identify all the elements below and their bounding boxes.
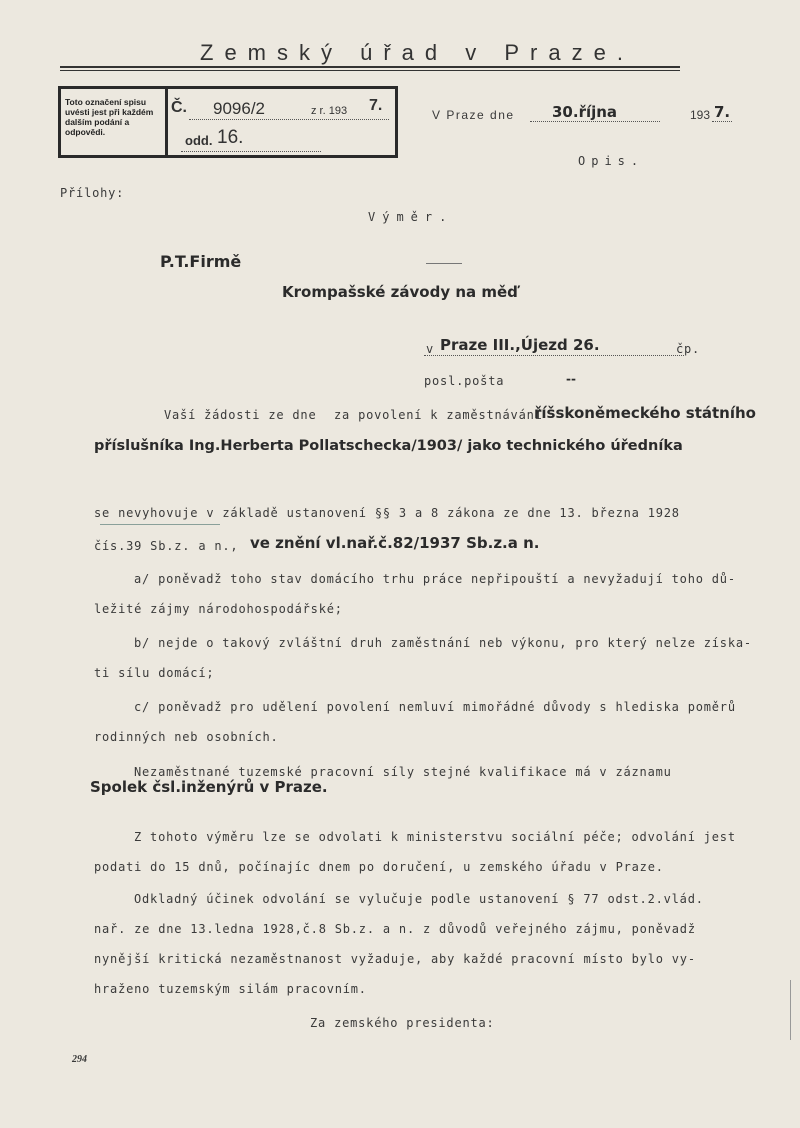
dept-line bbox=[181, 151, 321, 152]
reason-c-line-2: rodinných neb osobních. bbox=[94, 730, 279, 744]
effect-line-2: nař. ze dne 13.ledna 1928,č.8 Sb.z. a n. z důvodů veřejného zájmu, poněvadž bbox=[94, 922, 696, 936]
effect-line-4: hraženo tuzemským silám pracovním. bbox=[94, 982, 367, 996]
reason-b-line-1: b/ nejde o takový zvláštní druh zaměstnání neb výkonu, pro který nelze získa- bbox=[134, 636, 752, 650]
dept-label: odd. bbox=[185, 133, 213, 148]
recipient-city-prefix: v bbox=[426, 342, 435, 356]
reason-b-line-2: ti sílu domácí; bbox=[94, 666, 215, 680]
attachments-label: Přílohy: bbox=[60, 186, 125, 200]
year-line bbox=[712, 121, 732, 122]
unemployed-line-2: Spolek čsl.inženýrů v Praze. bbox=[90, 778, 328, 796]
date-value: 30.října bbox=[552, 103, 618, 121]
request-intro: Vaší žádosti ze dne bbox=[164, 408, 317, 422]
appeal-line-2: podati do 15 dnů, počínajíc dnem po doručení, u zemského úřadu v Praze. bbox=[94, 860, 664, 874]
appeal-line-1: Z tohoto výměru lze se odvolati k ministerstvu sociální péče; odvolání jest bbox=[134, 830, 736, 844]
post-label: posl.pošta bbox=[424, 374, 505, 388]
place-label: V Praze dne bbox=[432, 108, 515, 122]
post-value: -- bbox=[566, 372, 576, 386]
request-subject-1: říšskoněmeckého státního bbox=[534, 404, 756, 422]
form-number: 294 bbox=[72, 1054, 87, 1065]
reason-a-line-2: ležité zájmy národohospodářské; bbox=[94, 602, 343, 616]
ref-number: 9096/2 bbox=[213, 99, 265, 118]
reason-a-line-1: a/ poněvadž toho stav domácího trhu práce nepřipouští a nevyžadují toho dů- bbox=[134, 572, 736, 586]
unemployed-line-1: Nezaměstnané tuzemské pracovní síly stejné kvalifikace má v záznamu bbox=[134, 765, 672, 779]
office-title: Zemský úřad v Praze. bbox=[200, 40, 634, 65]
request-mid: za povolení k zaměstnávání bbox=[334, 408, 543, 422]
year-digit: 7. bbox=[714, 103, 731, 121]
ref-year-label: z r. 193 bbox=[311, 105, 348, 117]
ref-line bbox=[189, 119, 389, 120]
year-label: 193 bbox=[690, 108, 711, 122]
copy-label: Opis. bbox=[578, 154, 645, 168]
effect-line-3: nynější kritická nezaměstnanost vyžaduje, aby každé pracovní místo bylo vy- bbox=[94, 952, 696, 966]
recipient-address: Praze III.,Újezd 26. bbox=[440, 336, 600, 354]
document-title: Výměr. bbox=[368, 210, 454, 224]
address-line bbox=[424, 355, 684, 356]
paper-edge-mark bbox=[790, 980, 800, 1040]
date-line bbox=[530, 121, 660, 122]
recipient-salutation: P.T.Firmě bbox=[160, 252, 242, 271]
request-subject-2: příslušníka Ing.Herberta Pollatschecka/1903/ jako technického úředníka bbox=[94, 438, 683, 454]
recipient-name: Krompašské závody na měď bbox=[282, 283, 518, 301]
reference-note: Toto označení spisu uvésti jest při každém dalším podání a odpovědi. bbox=[65, 97, 154, 137]
dept-number: 16. bbox=[217, 127, 244, 148]
effect-line-1: Odkladný účinek odvolání se vylučuje podle ustanovení § 77 odst.2.vlád. bbox=[134, 892, 704, 906]
reference-box bbox=[58, 86, 398, 158]
ref-prefix: Č. bbox=[171, 99, 187, 116]
header-rule-thin bbox=[60, 70, 680, 71]
decision-line-2-bold: ve znění vl.nař.č.82/1937 Sb.z.a n. bbox=[250, 534, 540, 552]
ref-year-digit: 7. bbox=[369, 97, 383, 114]
header-rule bbox=[60, 66, 680, 68]
cp-label: čp. bbox=[676, 342, 701, 356]
signoff: Za zemského presidenta: bbox=[310, 1016, 495, 1030]
recipient-dash bbox=[426, 263, 462, 264]
decision-line-1: se nevyhovuje v základě ustanovení §§ 3 a 8 zákona ze dne 13. března 1928 bbox=[94, 506, 680, 520]
decision-line-2: čís.39 Sb.z. a n., bbox=[94, 539, 239, 553]
box-divider bbox=[165, 89, 168, 155]
decision-underline bbox=[100, 524, 220, 525]
reason-c-line-1: c/ poněvadž pro udělení povolení nemluví mimořádné důvody s hlediska poměrů bbox=[134, 700, 736, 714]
